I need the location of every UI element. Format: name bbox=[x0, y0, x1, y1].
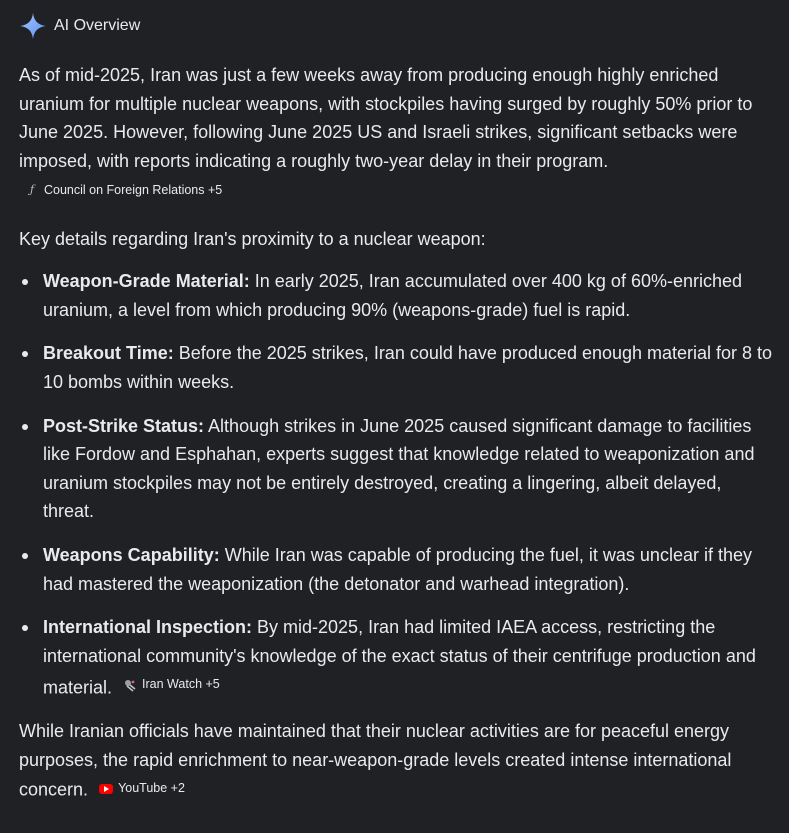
bullet-title: Weapon-Grade Material: bbox=[43, 271, 250, 292]
intro-paragraph bbox=[19, 61, 777, 205]
key-details-heading: Key details regarding Iran's proximity to a nuclear weapon: bbox=[19, 228, 486, 249]
bullet-text: While Iran was capable of producing the fuel, it was unclear if they had mastered the weaponization (the detonator and warhead integration). bbox=[43, 545, 752, 594]
source-label: Iran Watch +5 bbox=[142, 677, 220, 692]
source-link-cfr[interactable] bbox=[25, 176, 222, 205]
sparkle-icon bbox=[18, 11, 48, 41]
bullet-title: International Inspection: bbox=[43, 617, 253, 638]
bullet-text: In early 2025, Iran accumulated over 400 kg of 60%-enriched uranium, a level from which producing 90% (weapons-grade) fuel is rapid. bbox=[43, 271, 743, 320]
bullet-title: Post-Strike Status: bbox=[43, 415, 205, 436]
source-link-iran-watch[interactable] bbox=[123, 670, 220, 699]
cfr-icon: ƒ bbox=[29, 183, 35, 197]
youtube-icon bbox=[99, 784, 113, 794]
bullet-text: By mid-2025, Iran had limited IAEA access, restricting the international community's knowledge of the exact status of their centrifuge production and material. bbox=[43, 617, 756, 698]
bullet-text: Before the 2025 strikes, Iran could have produced enough material for 8 to 10 bombs within weeks. bbox=[43, 343, 773, 393]
bullet-dot bbox=[22, 553, 28, 559]
bullet-title: Weapons Capability: bbox=[43, 545, 220, 566]
bullet-dot bbox=[22, 351, 28, 357]
bullet-dot bbox=[22, 424, 28, 430]
ai-overview-header bbox=[18, 0, 777, 41]
key-details-list bbox=[19, 267, 777, 702]
closing-paragraph bbox=[19, 717, 777, 804]
bullet-title: Breakout Time: bbox=[43, 343, 174, 364]
list-item bbox=[19, 339, 777, 396]
bullet-dot bbox=[22, 625, 28, 631]
bullet-dot bbox=[22, 279, 28, 285]
list-item bbox=[19, 267, 777, 324]
intro-text: As of mid-2025, Iran was just a few weeks away from producing enough highly enriched uranium for multiple nuclear weapons, with stockpiles having surged by roughly 50% prior to June 2025. However, following June 2025 US and Israeli strikes, significant setbacks were imposed, with reports indicating a roughly two-year delay in their program. bbox=[19, 65, 753, 171]
source-link-youtube[interactable] bbox=[99, 774, 185, 803]
list-item bbox=[19, 412, 777, 526]
iran-watch-icon bbox=[123, 678, 137, 692]
header-title: AI Overview bbox=[54, 17, 141, 34]
bullet-text: Although strikes in June 2025 caused significant damage to facilities like Fordow and Esphahan, experts suggest that knowledge related to weaponization and uranium stockpiles may not be entirely destroyed, creating a lingering, albeit delayed, threat. bbox=[43, 415, 755, 522]
closing-text: While Iranian officials have maintained that their nuclear activities are for peaceful energy purposes, the rapid enrichment to near-weapon-grade levels created intense international concern. bbox=[19, 721, 732, 800]
source-label: YouTube +2 bbox=[118, 781, 185, 796]
list-item bbox=[19, 541, 777, 598]
source-label: Council on Foreign Relations +5 bbox=[44, 183, 223, 198]
list-item bbox=[19, 613, 777, 702]
